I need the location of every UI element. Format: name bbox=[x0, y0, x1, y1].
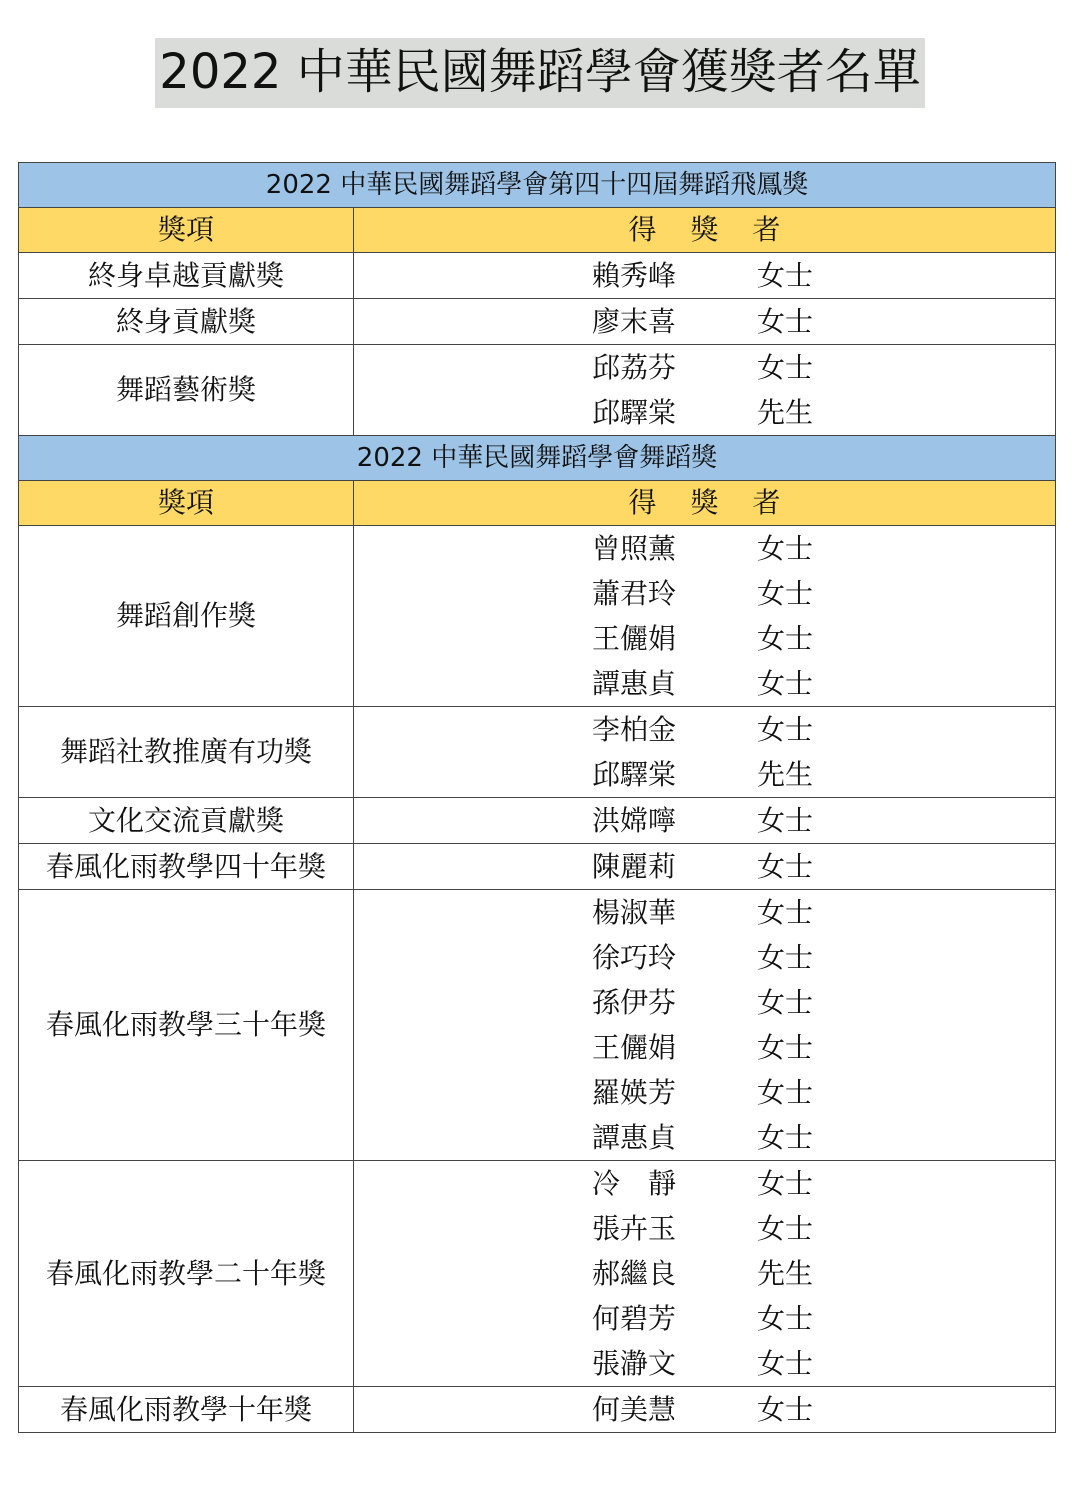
recipient-name: 譚惠貞 bbox=[592, 1121, 677, 1154]
recipient-honorific: 女士 bbox=[757, 1167, 814, 1200]
recipient-item bbox=[354, 752, 1055, 797]
recipient-list bbox=[354, 798, 1056, 844]
award-name: 春風化雨教學十年獎 bbox=[19, 1387, 354, 1433]
table-row bbox=[19, 299, 1056, 345]
recipient-item bbox=[354, 345, 1055, 390]
recipient-honorific: 女士 bbox=[757, 1212, 814, 1245]
recipient-name: 廖末喜 bbox=[592, 305, 677, 338]
table-row bbox=[19, 707, 1056, 798]
recipient-name: 羅媖芳 bbox=[592, 1076, 677, 1109]
recipient-honorific: 先生 bbox=[757, 758, 814, 791]
recipient-honorific: 女士 bbox=[757, 1076, 814, 1109]
award-name: 舞蹈藝術獎 bbox=[19, 345, 354, 436]
recipient-name: 何美慧 bbox=[592, 1393, 677, 1426]
recipient-name: 蕭君玲 bbox=[592, 577, 677, 610]
table-row bbox=[19, 253, 1056, 299]
recipient-name: 李柏金 bbox=[592, 713, 677, 746]
recipient-item bbox=[354, 253, 1055, 298]
recipient-honorific: 女士 bbox=[757, 1393, 814, 1426]
recipient-list bbox=[354, 1161, 1056, 1387]
recipient-list bbox=[354, 890, 1056, 1161]
recipient-item bbox=[354, 1296, 1055, 1341]
awards-table-body bbox=[19, 163, 1056, 1433]
recipient-list bbox=[354, 1387, 1056, 1433]
recipient-honorific: 女士 bbox=[757, 667, 814, 700]
recipient-honorific: 女士 bbox=[757, 1121, 814, 1154]
recipient-name: 楊淑華 bbox=[592, 896, 677, 929]
award-name: 終身卓越貢獻獎 bbox=[19, 253, 354, 299]
recipient-honorific: 女士 bbox=[757, 1347, 814, 1380]
recipient-list bbox=[354, 526, 1056, 707]
section-heading: 2022 中華民國舞蹈學會舞蹈獎 bbox=[19, 436, 1056, 481]
recipient-item bbox=[354, 798, 1055, 843]
recipient-item bbox=[354, 571, 1055, 616]
recipient-item bbox=[354, 1070, 1055, 1115]
recipient-honorific: 女士 bbox=[757, 986, 814, 1019]
recipient-name: 譚惠貞 bbox=[592, 667, 677, 700]
column-header-row bbox=[19, 208, 1056, 253]
recipient-honorific: 女士 bbox=[757, 351, 814, 384]
recipient-item bbox=[354, 1025, 1055, 1070]
recipient-name: 張卉玉 bbox=[592, 1212, 677, 1245]
recipient-item bbox=[354, 1206, 1055, 1251]
recipient-name: 徐巧玲 bbox=[592, 941, 677, 974]
recipient-item bbox=[354, 390, 1055, 435]
table-row bbox=[19, 345, 1056, 436]
recipient-list bbox=[354, 345, 1056, 436]
recipient-honorific: 女士 bbox=[757, 305, 814, 338]
recipient-list bbox=[354, 707, 1056, 798]
table-row bbox=[19, 1161, 1056, 1387]
award-name: 文化交流貢獻獎 bbox=[19, 798, 354, 844]
recipient-item bbox=[354, 299, 1055, 344]
recipient-honorific: 女士 bbox=[757, 713, 814, 746]
recipient-item bbox=[354, 616, 1055, 661]
recipient-honorific: 先生 bbox=[757, 396, 814, 429]
recipient-item bbox=[354, 844, 1055, 889]
recipient-item bbox=[354, 707, 1055, 752]
recipient-item bbox=[354, 935, 1055, 980]
recipient-item bbox=[354, 980, 1055, 1025]
recipient-honorific: 女士 bbox=[757, 941, 814, 974]
recipient-name: 郝繼良 bbox=[592, 1257, 677, 1290]
column-header-award: 獎項 bbox=[19, 481, 354, 526]
recipient-name: 張瀞文 bbox=[592, 1347, 677, 1380]
recipient-list bbox=[354, 299, 1056, 345]
recipient-honorific: 先生 bbox=[757, 1257, 814, 1290]
recipient-honorific: 女士 bbox=[757, 896, 814, 929]
recipient-name: 何碧芳 bbox=[592, 1302, 677, 1335]
table-row bbox=[19, 798, 1056, 844]
table-row bbox=[19, 844, 1056, 890]
column-header-award: 獎項 bbox=[19, 208, 354, 253]
title-wrapper bbox=[0, 38, 1080, 108]
awards-table bbox=[18, 162, 1056, 1433]
recipient-name: 曾照薰 bbox=[592, 532, 677, 565]
recipient-name: 冷 靜 bbox=[592, 1167, 677, 1200]
table-row bbox=[19, 890, 1056, 1161]
recipient-honorific: 女士 bbox=[757, 622, 814, 655]
recipient-name: 孫伊芬 bbox=[592, 986, 677, 1019]
page-title: 2022 中華民國舞蹈學會獲獎者名單 bbox=[155, 38, 924, 108]
recipient-honorific: 女士 bbox=[757, 804, 814, 837]
recipient-item bbox=[354, 1115, 1055, 1160]
recipient-name: 邱驛棠 bbox=[592, 758, 677, 791]
recipient-honorific: 女士 bbox=[757, 1302, 814, 1335]
recipient-item bbox=[354, 1341, 1055, 1386]
recipient-item bbox=[354, 890, 1055, 935]
award-name: 春風化雨教學三十年獎 bbox=[19, 890, 354, 1161]
award-name: 舞蹈創作獎 bbox=[19, 526, 354, 707]
column-header-recipient: 得獎者 bbox=[354, 481, 1056, 526]
recipient-item bbox=[354, 661, 1055, 706]
recipient-honorific: 女士 bbox=[757, 850, 814, 883]
recipient-honorific: 女士 bbox=[757, 577, 814, 610]
recipient-name: 邱驛棠 bbox=[592, 396, 677, 429]
award-name: 舞蹈社教推廣有功獎 bbox=[19, 707, 354, 798]
recipient-item bbox=[354, 526, 1055, 571]
recipient-name: 王儷娟 bbox=[592, 1031, 677, 1064]
recipient-item bbox=[354, 1251, 1055, 1296]
column-header-row bbox=[19, 481, 1056, 526]
table-row bbox=[19, 526, 1056, 707]
recipient-honorific: 女士 bbox=[757, 1031, 814, 1064]
award-name: 終身貢獻獎 bbox=[19, 299, 354, 345]
recipient-honorific: 女士 bbox=[757, 259, 814, 292]
recipient-name: 陳麗莉 bbox=[592, 850, 677, 883]
recipient-item bbox=[354, 1161, 1055, 1206]
table-row bbox=[19, 1387, 1056, 1433]
recipient-name: 邱荔芬 bbox=[592, 351, 677, 384]
recipient-honorific: 女士 bbox=[757, 532, 814, 565]
recipient-name: 王儷娟 bbox=[592, 622, 677, 655]
section-heading-row bbox=[19, 163, 1056, 208]
recipient-name: 賴秀峰 bbox=[592, 259, 677, 292]
recipient-list bbox=[354, 253, 1056, 299]
column-header-recipient: 得獎者 bbox=[354, 208, 1056, 253]
recipient-list bbox=[354, 844, 1056, 890]
section-heading-row bbox=[19, 436, 1056, 481]
award-name: 春風化雨教學二十年獎 bbox=[19, 1161, 354, 1387]
section-heading: 2022 中華民國舞蹈學會第四十四屆舞蹈飛鳳獎 bbox=[19, 163, 1056, 208]
recipient-name: 洪嫦嚀 bbox=[592, 804, 677, 837]
recipient-item bbox=[354, 1387, 1055, 1432]
award-name: 春風化雨教學四十年獎 bbox=[19, 844, 354, 890]
